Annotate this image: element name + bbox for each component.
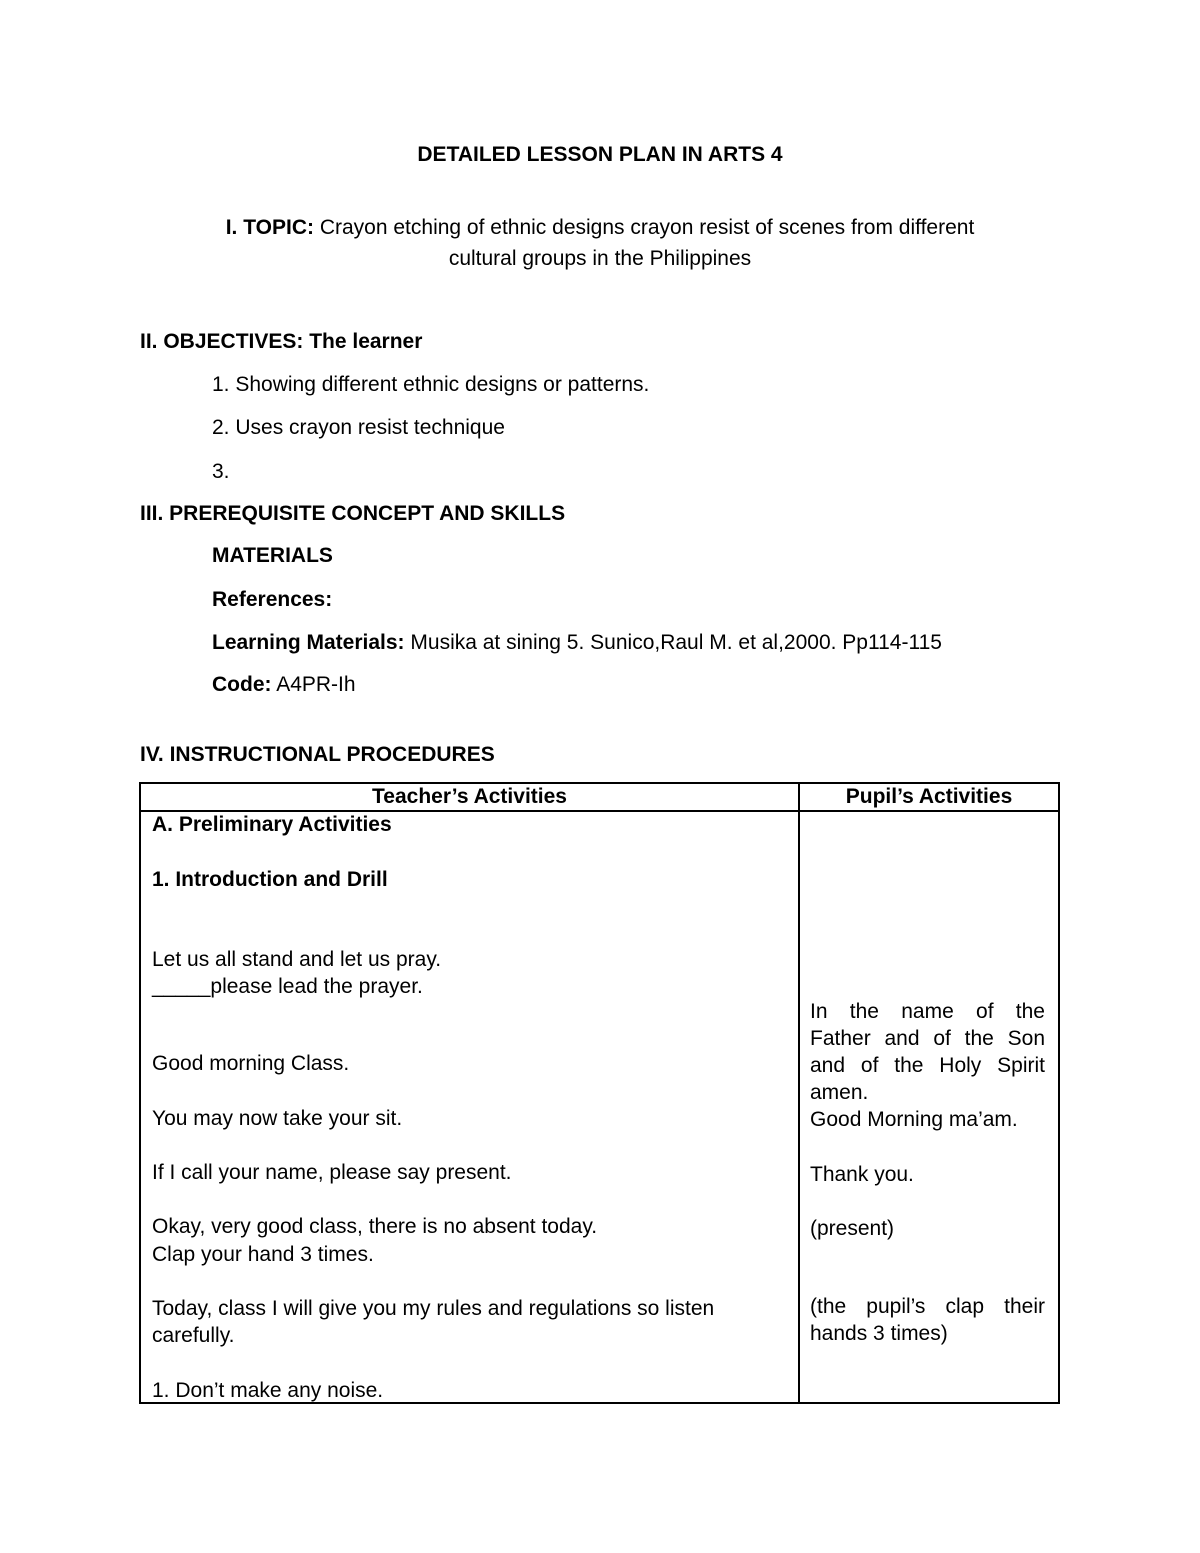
topic-text-line2: cultural groups in the Philippines: [448, 247, 752, 270]
pupil-line: Father and of the Son: [810, 1027, 1045, 1050]
teacher-line: Okay, very good class, there is no absent today.: [152, 1215, 598, 1238]
pupil-activities-cell: [799, 811, 1059, 1403]
code-value: A4PR-Ih: [276, 673, 356, 696]
pupil-line: Good Morning ma’am.: [810, 1108, 1018, 1131]
code-line: [212, 673, 356, 697]
learning-materials: [212, 631, 942, 655]
col-header-teacher: Teacher’s Activities: [140, 783, 799, 811]
pupil-prayer: [810, 998, 1045, 1106]
objectives-heading: II. OBJECTIVES: The learner: [140, 330, 423, 353]
objective-item: 3.: [212, 460, 230, 483]
objective-item: 1. Showing different ethnic designs or patterns.: [212, 373, 650, 396]
intro-heading: 1. Introduction and Drill: [152, 868, 388, 891]
teacher-line: carefully.: [152, 1324, 235, 1347]
pupil-line: amen.: [810, 1081, 869, 1104]
prerequisite-heading: III. PREREQUISITE CONCEPT AND SKILLS: [140, 502, 566, 525]
pupil-line: (present): [810, 1217, 895, 1240]
pupil-line: In the name of the: [810, 1000, 1045, 1023]
procedures-heading: IV. INSTRUCTIONAL PROCEDURES: [140, 743, 495, 766]
col-header-pupil: Pupil’s Activities: [799, 783, 1059, 811]
objective-item: 2. Uses crayon resist technique: [212, 416, 505, 439]
references-label: References:: [212, 588, 333, 611]
pupil-line: hands 3 times): [810, 1322, 948, 1345]
teacher-activities-cell: [140, 811, 799, 1403]
teacher-line: Clap your hand 3 times.: [152, 1243, 374, 1266]
teacher-line: _____please lead the prayer.: [152, 975, 423, 998]
topic-label: I. TOPIC:: [225, 216, 314, 239]
teacher-line: If I call your name, please say present.: [152, 1161, 512, 1184]
teacher-line: You may now take your sit.: [152, 1107, 403, 1130]
pupil-clap: [810, 1293, 1045, 1347]
code-label: Code:: [212, 673, 272, 696]
materials-heading: MATERIALS: [212, 544, 333, 567]
teacher-line: Good morning Class.: [152, 1052, 350, 1075]
topic-section: [140, 212, 1060, 274]
procedures-table: [139, 782, 1060, 1404]
teacher-line: 1. Don’t make any noise.: [152, 1379, 384, 1402]
topic-text-line1: Crayon etching of ethnic designs crayon resist of scenes from different: [319, 216, 975, 239]
teacher-line: Let us all stand and let us pray.: [152, 948, 442, 971]
document-title: DETAILED LESSON PLAN IN ARTS 4: [417, 143, 783, 166]
learning-materials-label: Learning Materials:: [212, 631, 405, 654]
preliminary-heading: A. Preliminary Activities: [152, 813, 392, 836]
pupil-line: Thank you.: [810, 1163, 914, 1186]
teacher-line: Today, class I will give you my rules and regulations so listen: [152, 1297, 715, 1320]
pupil-line: and of the Holy Spirit: [810, 1054, 1045, 1077]
pupil-line: (the pupil’s clap their: [810, 1295, 1045, 1318]
learning-materials-value: Musika at sining 5. Sunico,Raul M. et al,2000. Pp114-115: [410, 631, 942, 654]
